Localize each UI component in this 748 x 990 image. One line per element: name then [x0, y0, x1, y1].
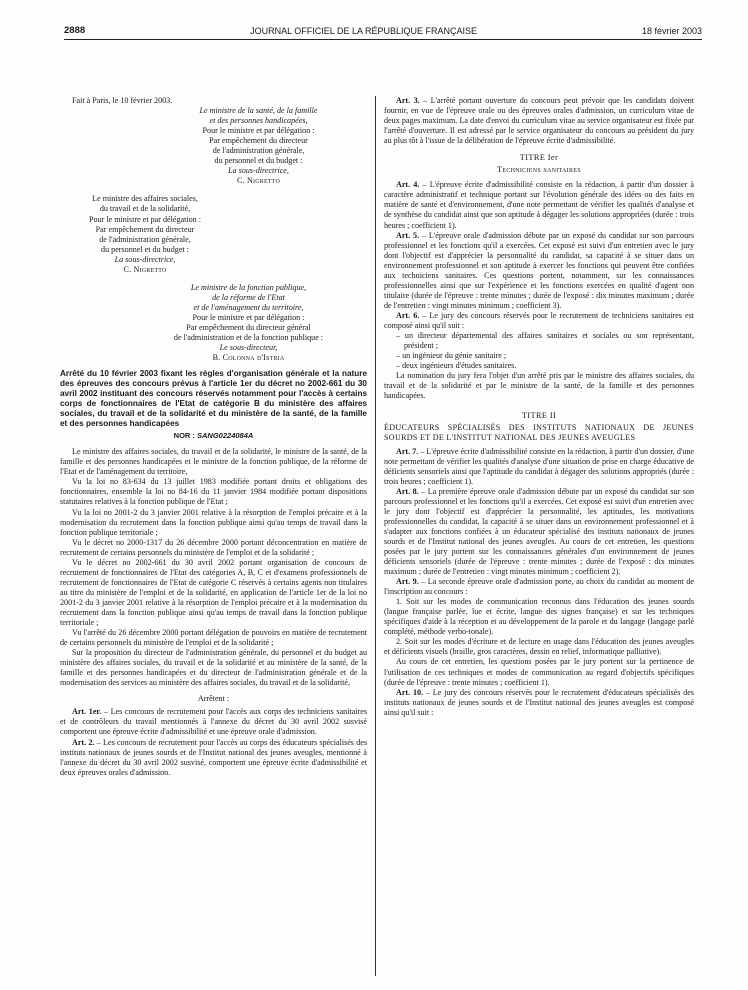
list-item: – deux ingénieurs d'études sanitaires.: [396, 361, 517, 371]
signatory-title: et de l'aménagement du territoire,: [193, 302, 304, 312]
signature-line: Par empêchement du directeur: [209, 136, 308, 146]
signature-line: du personnel et du budget :: [101, 244, 189, 254]
right-column: [384, 96, 694, 718]
article-label: Art. 6.: [396, 310, 420, 320]
article-label: Art. 9.: [396, 577, 419, 587]
signature-line: Pour le ministre et par délégation :: [202, 126, 315, 136]
article-9-option-2: 2. Soit sur les modes d'écriture et de lecture en usage dans l'éducation des jeunes aveugles et déficients visuels (braille, gros caractères, dessin en relief, informatique palliative).: [384, 637, 694, 657]
article-5: [384, 231, 694, 311]
visa-paragraph: Vu la loi no 2001-2 du 3 janvier 2001 relative à la résorption de l'emploi précaire et à la modernisation du recrutement dans la fonction publique ainsi qu'au temps de travail dans la fonction publique territoriale ;: [60, 507, 367, 537]
signatory-role: Le sous-directeur,: [219, 343, 278, 353]
article-text: – La seconde épreuve orale d'admission porte, au choix du candidat au moment de l'inscription au concours :: [384, 577, 695, 597]
article-9: [384, 577, 694, 597]
fait-a-paris: Fait à Paris, le 10 février 2003.: [72, 96, 173, 105]
visa-paragraph: Vu le décret no 2000-1317 du 26 décembre 2000 portant déconcentration en matière de recrutement de certains personnels du ministère de l'emploi et de la solidarité ;: [60, 537, 367, 557]
proposition-paragraph: Sur la proposition du directeur de l'administration générale, du personnel et du budget au ministère des affaires sociales, du travail et de la solidarité et au ministère de la santé, de la famille et des personnes handicapées et du directeur de l'administration générale et de la modernisation des services au ministère des affaires sociales, du travail et de la solidarité,: [60, 648, 367, 688]
titre-subheading: Techniciens sanitaires: [497, 165, 581, 175]
signatory-title: Le ministre de la fonction publique,: [190, 282, 307, 292]
article-text: – L'épreuve écrite d'admissibilité consiste en la rédaction, à partir d'un dossier, d'une note permettant de vérifier les qualités d'analyse d'une situation de prise en charge éducative de déficients sensoriels ainsi que l'aptitude du candidat à dégager des solutions appropriés (durée : trois heures ; coefficient 1).: [384, 446, 695, 486]
signature-line: Par empêchement du directeur général: [186, 322, 311, 332]
article-text: – Les concours de recrutement pour l'accès au corps des éducateurs spécialisés des instituts nationaux de jeunes sourds et de l'Institut national des jeunes aveugles, mentionné à l'annexe du décret du 30 avril 2002 susvisé, comportent une épreuve écrite d'admissibilité et deux épreuves orales d'admission.: [60, 737, 367, 777]
article-3: [384, 96, 694, 146]
signature-line: Par empêchement du directeur: [95, 224, 195, 234]
article-6: [384, 311, 694, 331]
signature-line: de l'administration générale,: [99, 234, 191, 244]
signatory-title: Le ministre de la santé, de la famille: [199, 106, 318, 116]
issue-date: 18 février 2003: [641, 26, 702, 36]
preamble-paragraph: Le ministre des affaires sociales, du travail et de la solidarité, le ministre de la santé, de la famille et des personnes handicapées et le ministre de la fonction publique, de la réforme de l'Etat et de l'aménagement du territoire,: [60, 447, 367, 477]
signature-line: Pour le ministre et par délégation :: [89, 214, 201, 224]
signature-line: de l'administration générale,: [212, 146, 305, 156]
titre-heading: TITRE Ier: [519, 153, 559, 163]
titre-subheading: ÉDUCATEURS SPÉCIALISÉS DES INSTITUTS NATIONAUX DE JEUNES SOURDS ET DE L'INSTITUT NATIONAL DES JEUNES AVEUGLES: [384, 423, 694, 443]
header-rule: [64, 39, 702, 40]
article-2: [60, 738, 367, 778]
titre-heading: TITRE II: [521, 411, 557, 421]
article-4: [384, 180, 694, 230]
article-label: Art. 3.: [396, 96, 420, 105]
article-text: – Les concours de recrutement pour l'accès aux corps des techniciens sanitaires et de contrôleurs du travail mentionnés à l'annexe du décret du 30 avril 2002 susvisé comportent une épreuve écrite d'admissibilité et une épreuve orale d'admission.: [60, 707, 367, 737]
signatory-title: Le ministre des affaires sociales,: [92, 194, 198, 204]
article-text: – Le jury des concours réservés pour le recrutement d'éducateurs spécialisés des instituts nationaux de jeunes sourds et de l'Institut national des jeunes aveugles est composé ainsi qu'il suit :: [384, 687, 695, 717]
signatory-name: C. Nigretto: [236, 176, 281, 186]
article-text: – Le jury des concours réservés pour le recrutement de techniciens sanitaires est composé ainsi qu'il suit :: [384, 310, 695, 330]
article-label: Art. 2.: [72, 737, 95, 747]
article-label: Art. 8.: [396, 486, 419, 496]
list-item: – un ingénieur du génie sanitaire ;: [396, 351, 507, 361]
journal-title: JOURNAL OFFICIEL DE LA RÉPUBLIQUE FRANÇAISE: [250, 26, 477, 36]
nor-reference: [60, 431, 367, 441]
article-label: Art. 7.: [396, 446, 419, 456]
page-number: 2888: [64, 25, 86, 36]
article-text: – L'épreuve orale d'admission débute par un exposé du candidat sur son parcours professionnel et les fonctions qu'il a exercées. Cet exposé est suivi d'un entretien avec le jury dont l'objectif est d'apprécier la personnalité du candidat, sa capacité à se situer dans un environnement professionnel et son aptitude à exercer les fonctions qui peuvent être confiées aux techniciens sanitaires. Ces questions portent, notamment, sur les connaissances professionnelles ainsi que sur l'expérience et les fonctions exercées en qualité d'agent non titulaire (durée de l'épreuve : trente minutes ; durée de l'exposé : dix minutes maximum ; durée de l'entretien : vingt minutes minimum ; coefficient 3).: [384, 230, 694, 310]
article-label: Art. 4.: [396, 180, 420, 190]
article-label: Art. 5.: [396, 230, 420, 240]
article-8: [384, 487, 694, 577]
signatory-name: B. Colonna d'Istria: [212, 353, 285, 363]
nor-label: NOR :: [173, 431, 195, 441]
article-label: Art. 10.: [396, 687, 424, 697]
article-label: Art. 1er.: [72, 707, 102, 717]
signatory-name: C. Nigretto: [123, 264, 167, 274]
signatory-role: La sous-directrice,: [114, 254, 176, 264]
article-10: [384, 688, 694, 718]
article-7: [384, 447, 694, 487]
article-9-paragraph: Au cours de cet entretien, les questions posées par le jury portent sur la pertinence de l'utilisation de ces techniques et modes de communication au regard d'objectifs spécifiques (durée de l'épreuve : trente minutes ; coefficient 1).: [384, 657, 694, 687]
jury-nomination-paragraph: La nomination du jury fera l'objet d'un arrêté pris par le ministre des affaires sociales, du travail et de la solidarité et par le ministre de la santé, de la famille et des personnes handicapées.: [384, 371, 694, 401]
signatory-title: du travail et de la solidarité,: [99, 204, 191, 214]
signatory-title: et des personnes handicapées,: [209, 116, 308, 126]
page-header: [64, 20, 702, 36]
signature-line: du personnel et du budget :: [214, 156, 303, 166]
article-text: – L'arrêté portant ouverture du concours peut prévoir que les candidats doivent fournir, en vue de l'épreuve orale ou des épreuves orales d'admission, un curriculum vitae de deux pages maximum. La date d'envoi du curriculum vitae au service organisateur est fixée par l'arrêté d'ouverture. Il est adressé par le service organisateur du concours au président du jury au plus tôt à l'issue de la délibération de l'épreuve écrite d'admissibilité.: [384, 96, 695, 146]
article-text: – L'épreuve écrite d'admissibilité consiste en la rédaction, à partir d'un dossier à caractère administratif et technique portant sur l'évolution générale des idées ou des faits en matière de santé et d'environnement, d'une note permettant de vérifier les qualités d'analyse et de synthèse du candidat ainsi que son aptitude à dégager les solutions appropriées (durée : trois heures ; coefficient 1).: [384, 180, 695, 230]
signatory-role: La sous-directrice,: [228, 166, 289, 176]
article-1: [60, 707, 367, 737]
visa-paragraph: Vu le décret no 2002-661 du 30 avril 2002 portant organisation de concours de recrutement de fonctionnaires de l'Etat des catégories A, B, C et d'examens professionnels de recrutement de fonctionnaires de l'Etat de catégorie C réservés à certains agents non titulaires au titre du ministère de l'emploi et de la solidarité, en application de l'article 1er de la loi no 2001-2 du 3 janvier 2001 relative à la résorption de l'emploi précaire et à la modernisation du recrutement dans la fonction publique ainsi qu'au temps de travail dans la fonction publique territoriale ;: [60, 557, 367, 628]
visa-paragraph: Vu la loi no 83-634 du 13 juillet 1983 modifiée portant droits et obligations des fonctionnaires, ensemble la loi no 84-16 du 11 janvier 1984 modifiée portant dispositions statutaires relatives à la fonction publique de l'Etat ;: [60, 477, 367, 507]
nor-code: SANG0224084A: [197, 431, 254, 441]
signatory-title: de la réforme de l'Etat: [212, 292, 285, 302]
list-item: – un directeur départemental des affaires sanitaires et sociales ou son représentant, président ;: [396, 331, 694, 351]
arrete-title: Arrêté du 10 février 2003 fixant les règles d'organisation générale et la nature des épreuves des concours prévus à l'article 1er du décret no 2002-661 du 30 avril 2002 instituant des concours réservés notamment pour l'accès à certains corps de fonctionnaires de l'Etat de catégorie B du ministère des affaires sociales, du travail et de la solidarité et du ministère de la santé, de la famille et des personnes handicapées: [60, 369, 367, 429]
left-column: [60, 96, 367, 778]
article-text: – La première épreuve orale d'admission débute par un exposé du candidat sur son parcours professionnel et les fonctions qu'il a exercées. Cet exposé est suivi d'un entretien avec le jury dont l'objectif est d'apprécier la personnalité, les aptitudes, les motivations professionnelles du candidat, la capacité à se situer dans un environnement professionnel et à s'adapter aux fonctions confiées à un éducateur spécialisé des instituts nationaux de jeunes sourds et de l'Institut national des jeunes aveugles. Au cours de cet entretien, les questions posées par le jury portent sur les connaissances générales d'un environnement de jeunes déficients sensoriels (durée de l'épreuve : trente minutes ; durée de l'exposé : dix minutes maximum ; durée de l'entretien : vingt minutes minimum ; coefficient 2).: [384, 486, 695, 577]
column-divider: [375, 96, 376, 976]
signature-block-affaires-sociales: [60, 194, 230, 274]
article-9-option-1: 1. Soit sur les modes de communication reconnus dans l'éducation des jeunes sourds (langue française parlée, lue et écrite, langue des signes française) et sur les techniques spécifiques d'aide à la réception et au développement de la parole et du langage (langage parlé complété, méthode verbo-tonale).: [384, 597, 694, 637]
signature-line: de l'administration et de la fonction publique :: [173, 333, 324, 343]
signature-block-fonction-publique: [130, 283, 367, 363]
arretent-heading: Arrêtent :: [197, 694, 230, 704]
signature-line: Pour le ministre et par délégation :: [192, 312, 305, 322]
visa-paragraph: Vu l'arrêté du 26 décembre 2000 portant délégation de pouvoirs en matière de recrutement de certains personnels du ministère de l'emploi et de la solidarité ;: [60, 628, 367, 648]
signature-block-sante: [150, 106, 367, 186]
